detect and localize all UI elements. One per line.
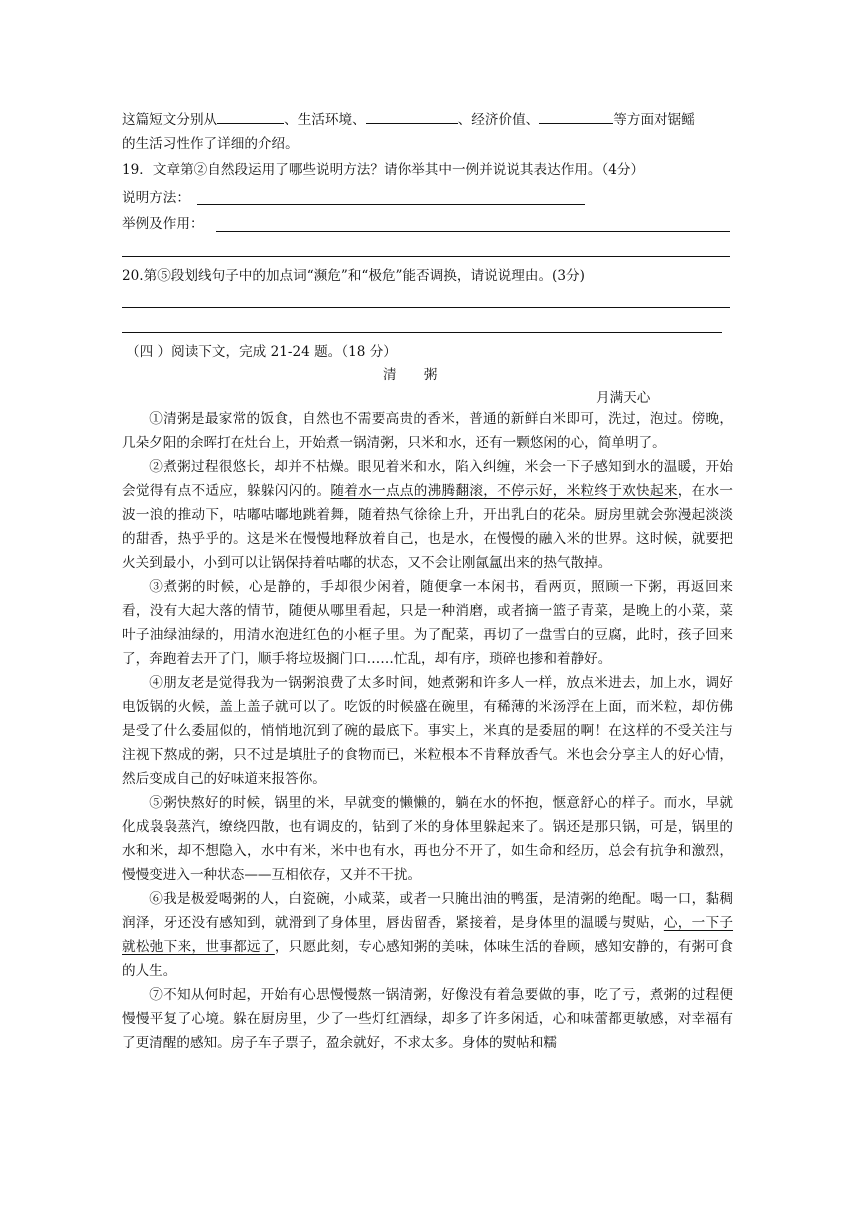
q20-answer-line-2[interactable] — [122, 332, 722, 333]
p2-text-a: ②煮粥过程很悠长，却并不枯燥。眼见着米和水，陷入纠缠，米会一下子感知到水的温暖，开始会觉得有点不适应，躲躲闪闪的。 — [122, 459, 733, 499]
article-paragraph-5: ⑤粥快熬好的时候，锅里的米，早就变的懒懒的，躺在水的怀抱，惬意舒心的样子。而水，早就化成袅袅蒸汽，缭绕四散，也有调皮的，钻到了米的身体里躲起来了。锅还是那只锅，可是，锅里的水和米，却不想隐入，水中有米，米中也有水，再也分不开了，如生命和经历，总会有抗争和激烈，慢慢变进入一种状态——互相依存，又并不干扰。 — [122, 795, 733, 883]
q18-line — [122, 108, 695, 132]
q20-answer-line-1[interactable] — [122, 307, 730, 308]
article-paragraph-2 — [122, 455, 733, 575]
q19-question: 19．文章第②自然段运用了哪些说明方法？请你举其中一例并说说其表达作用。（4分） — [122, 162, 645, 178]
q18-text-4: 等方面对锯鳐 — [613, 112, 695, 128]
q18-blank-1[interactable] — [217, 108, 284, 124]
p2-underlined-sentence: 随着水一点点的沸腾翻滚，不停示好，米粒终于欢快起来 — [330, 483, 678, 499]
article-paragraph-3: ③煮粥的时候，心是静的，手却很少闲着，随便拿一本闲书，看两页，照顾一下粥，再返回来看，没有大起大落的情节，随便从哪里看起，只是一种消磨，或者摘一篮子青菜，是晚上的小菜，菜叶子油绿油绿的，用清水泡进红色的小框子里。为了配菜，再切了一盘雪白的豆腐，此时，孩子回来了，奔跑着去开了门，顺手将垃圾搁门口……忙乱，却有序，琐碎也掺和着静好。 — [122, 579, 733, 667]
article-title: 清 粥 — [383, 367, 438, 383]
q18-line-2: 的生活习性作了详细的介绍。 — [122, 136, 299, 152]
q19-example-answer-line-1[interactable] — [216, 231, 730, 232]
p6-text-b: ，只愿此刻，专心感知粥的美味，体味生活的眷顾，感知安静的，有粥可食的人生。 — [122, 939, 734, 979]
p2-text-b: ，在水一波一浪的推动下，咕嘟咕嘟地跳着舞，随着热气徐徐上升，开出乳白的花朵。厨房里就会弥漫起淡淡的甜香，热乎乎的。这是米在慢慢地释放着自己，也是水，在慢慢的融入米的世界。这时候，就要把火关到最小，小到可以让锅保持着咕嘟的状态，又不会让刚氤氲出来的热气散掉。 — [122, 483, 734, 571]
q18-blank-2[interactable] — [366, 108, 458, 124]
p6-text-a: ⑥我是极爱喝粥的人，白瓷碗，小咸菜，或者一只腌出油的鸭蛋，是清粥的绝配。喝一口，黏稠润泽，牙还没有感知到，就滑到了身体里，唇齿留香，紧接着，是身体里的温暖与熨贴， — [122, 891, 733, 931]
section4-heading: （四 ）阅读下文，完成 21-24 题。（18 分） — [126, 344, 397, 360]
q19-example-answer-line-2[interactable] — [122, 256, 730, 257]
article-author: 月满天心 — [596, 390, 651, 406]
q19-method-label: 说明方法： — [122, 190, 190, 206]
q19-method-answer-line[interactable] — [197, 204, 585, 205]
article-paragraph-4: ④朋友老是觉得我为一锅粥浪费了太多时间，她煮粥和许多人一样，放点米进去，加上水，调好电饭锅的火候，盖上盖子就可以了。吃饭的时候盛在碗里，有稀薄的米汤浮在上面，而米粒，却仿佛是受了什么委屈似的，悄悄地沉到了碗的最底下。事实上，米真的是委屈的啊！在这样的不受关注与注视下熬成的粥，只不过是填肚子的食物而已，米粒根本不肯释放香气。米也会分享主人的好心情，然后变成自己的好味道来报答你。 — [122, 675, 733, 787]
article-paragraph-1: ①清粥是最家常的饭食，自然也不需要高贵的香米，普通的新鲜白米即可，洗过，泡过。傍晚，几朵夕阳的余晖打在灶台上，开始煮一锅清粥，只米和水，还有一颗悠闲的心，简单明了。 — [122, 411, 733, 451]
q18-text-1: 这篇短文分别从 — [122, 112, 218, 128]
q18-blank-3[interactable] — [539, 108, 613, 124]
p6-underlined-sentence: 心，一下子就松弛下来，世事都远了 — [122, 915, 734, 955]
q18-text-2: 、生活环境、 — [284, 112, 366, 128]
article-body — [122, 407, 733, 1055]
article-paragraph-6 — [122, 887, 733, 983]
article-paragraph-7: ⑦不知从何时起，开始有心思慢慢熬一锅清粥，好像没有着急要做的事，吃了亏，煮粥的过程便慢慢平复了心境。躲在厨房里，少了一些灯红酒绿，却多了许多闲适，心和味蕾都更敏感，对幸福有了更清醒的感知。房子车子票子，盈余就好，不求太多。身体的熨帖和糯 — [122, 987, 733, 1051]
q18-text-3: 、经济价值、 — [457, 112, 540, 128]
q20-question: 20.第⑤段划线句子中的加点词“濒危”和“极危”能否调换，请说说理由。(3分) — [122, 268, 585, 284]
q19-example-label: 举例及作用： — [122, 216, 204, 232]
